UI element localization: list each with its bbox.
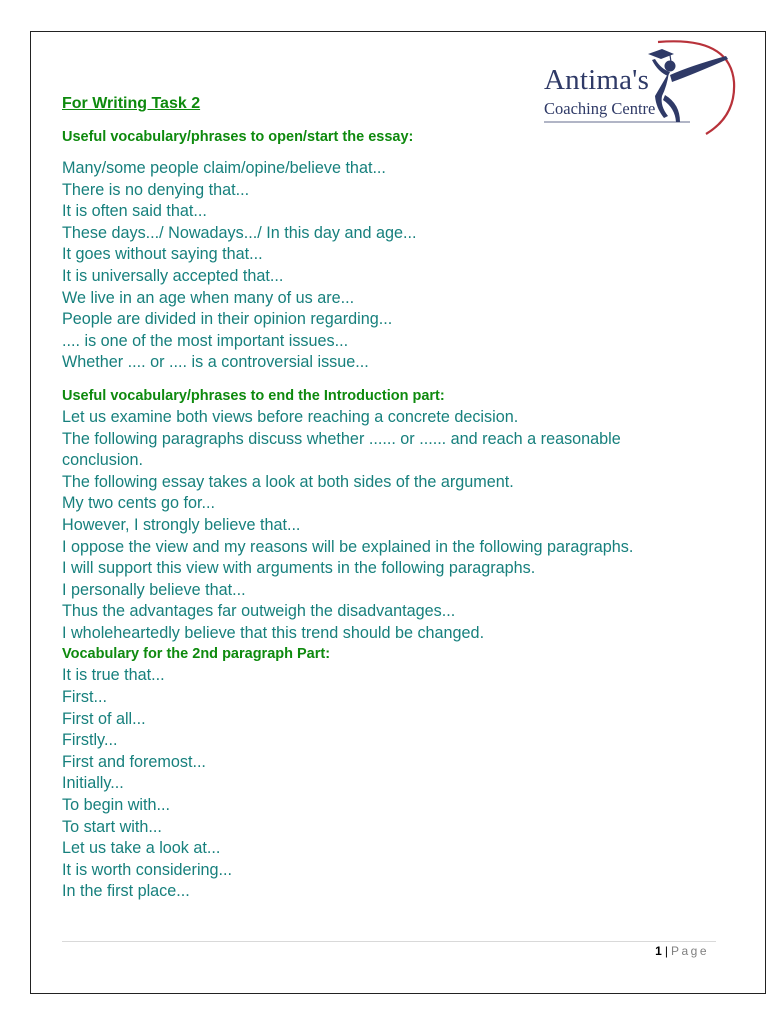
section-heading: Useful vocabulary/phrases to end the Introduction part: xyxy=(62,387,445,404)
section-opening xyxy=(62,127,742,374)
footer-divider xyxy=(62,941,716,942)
logo-name: Antima's xyxy=(544,64,650,96)
phrase-line: I oppose the view and my reasons will be explained in the following paragraphs. xyxy=(62,537,634,556)
phrase-line: Let us take a look at... xyxy=(62,839,221,858)
phrase-line: First of all... xyxy=(62,709,146,728)
section-introduction-end xyxy=(62,386,742,645)
phrase-line: It is universally accepted that... xyxy=(62,266,284,285)
phrase-line: There is no denying that... xyxy=(62,180,250,199)
phrase-line: The following essay takes a look at both sides of the argument. xyxy=(62,472,514,491)
phrase-line: I personally believe that... xyxy=(62,580,246,599)
phrase-line: First and foremost... xyxy=(62,752,206,771)
section-heading: Useful vocabulary/phrases to open/start the essay: xyxy=(62,129,414,145)
phrase-line: Many/some people claim/opine/believe that... xyxy=(62,159,386,177)
page-number-value: 1 xyxy=(655,944,662,958)
phrase-line: .... is one of the most important issues... xyxy=(62,331,349,350)
phrase-line: Initially... xyxy=(62,774,124,793)
phrase-line: The following paragraphs discuss whether ...... or ...... and reach a reasonable xyxy=(62,429,621,448)
phrase-line: It goes without saying that... xyxy=(62,245,263,264)
phrase-line: First... xyxy=(62,688,107,707)
page-number xyxy=(655,944,709,958)
phrase-line: These days.../ Nowadays.../ In this day and age... xyxy=(62,223,417,242)
phrase-line: People are divided in their opinion regarding... xyxy=(62,310,393,329)
phrase-line: Thus the advantages far outweigh the disadvantages... xyxy=(62,602,456,621)
section-second-paragraph xyxy=(62,644,742,903)
phrase-line: To start with... xyxy=(62,817,162,836)
phrase-line: Let us examine both views before reaching a concrete decision. xyxy=(62,407,519,426)
page-title: For Writing Task 2 xyxy=(62,95,201,112)
phrase-line: However, I strongly believe that... xyxy=(62,515,301,534)
page-number-separator: | xyxy=(664,944,668,958)
phrase-line: Firstly... xyxy=(62,731,118,750)
phrase-line: I wholeheartedly believe that this trend should be changed. xyxy=(62,623,485,642)
phrase-line: It is often said that... xyxy=(62,202,207,221)
phrase-line: It is true that... xyxy=(62,666,165,685)
phrase-line: conclusion. xyxy=(62,451,143,470)
phrase-line: In the first place... xyxy=(62,882,190,901)
phrase-line: I will support this view with arguments in the following paragraphs. xyxy=(62,559,536,578)
phrase-line: It is worth considering... xyxy=(62,860,233,879)
phrase-line: Whether .... or .... is a controversial issue... xyxy=(62,353,369,372)
page-label: Page xyxy=(670,944,709,958)
phrase-line: To begin with... xyxy=(62,796,170,815)
section-heading: Vocabulary for the 2nd paragraph Part: xyxy=(62,646,331,663)
document-body xyxy=(62,93,742,903)
phrase-line: We live in an age when many of us are... xyxy=(62,288,355,307)
phrase-line: My two cents go for... xyxy=(62,494,215,513)
logo-subtitle: Coaching Centre xyxy=(544,99,656,118)
